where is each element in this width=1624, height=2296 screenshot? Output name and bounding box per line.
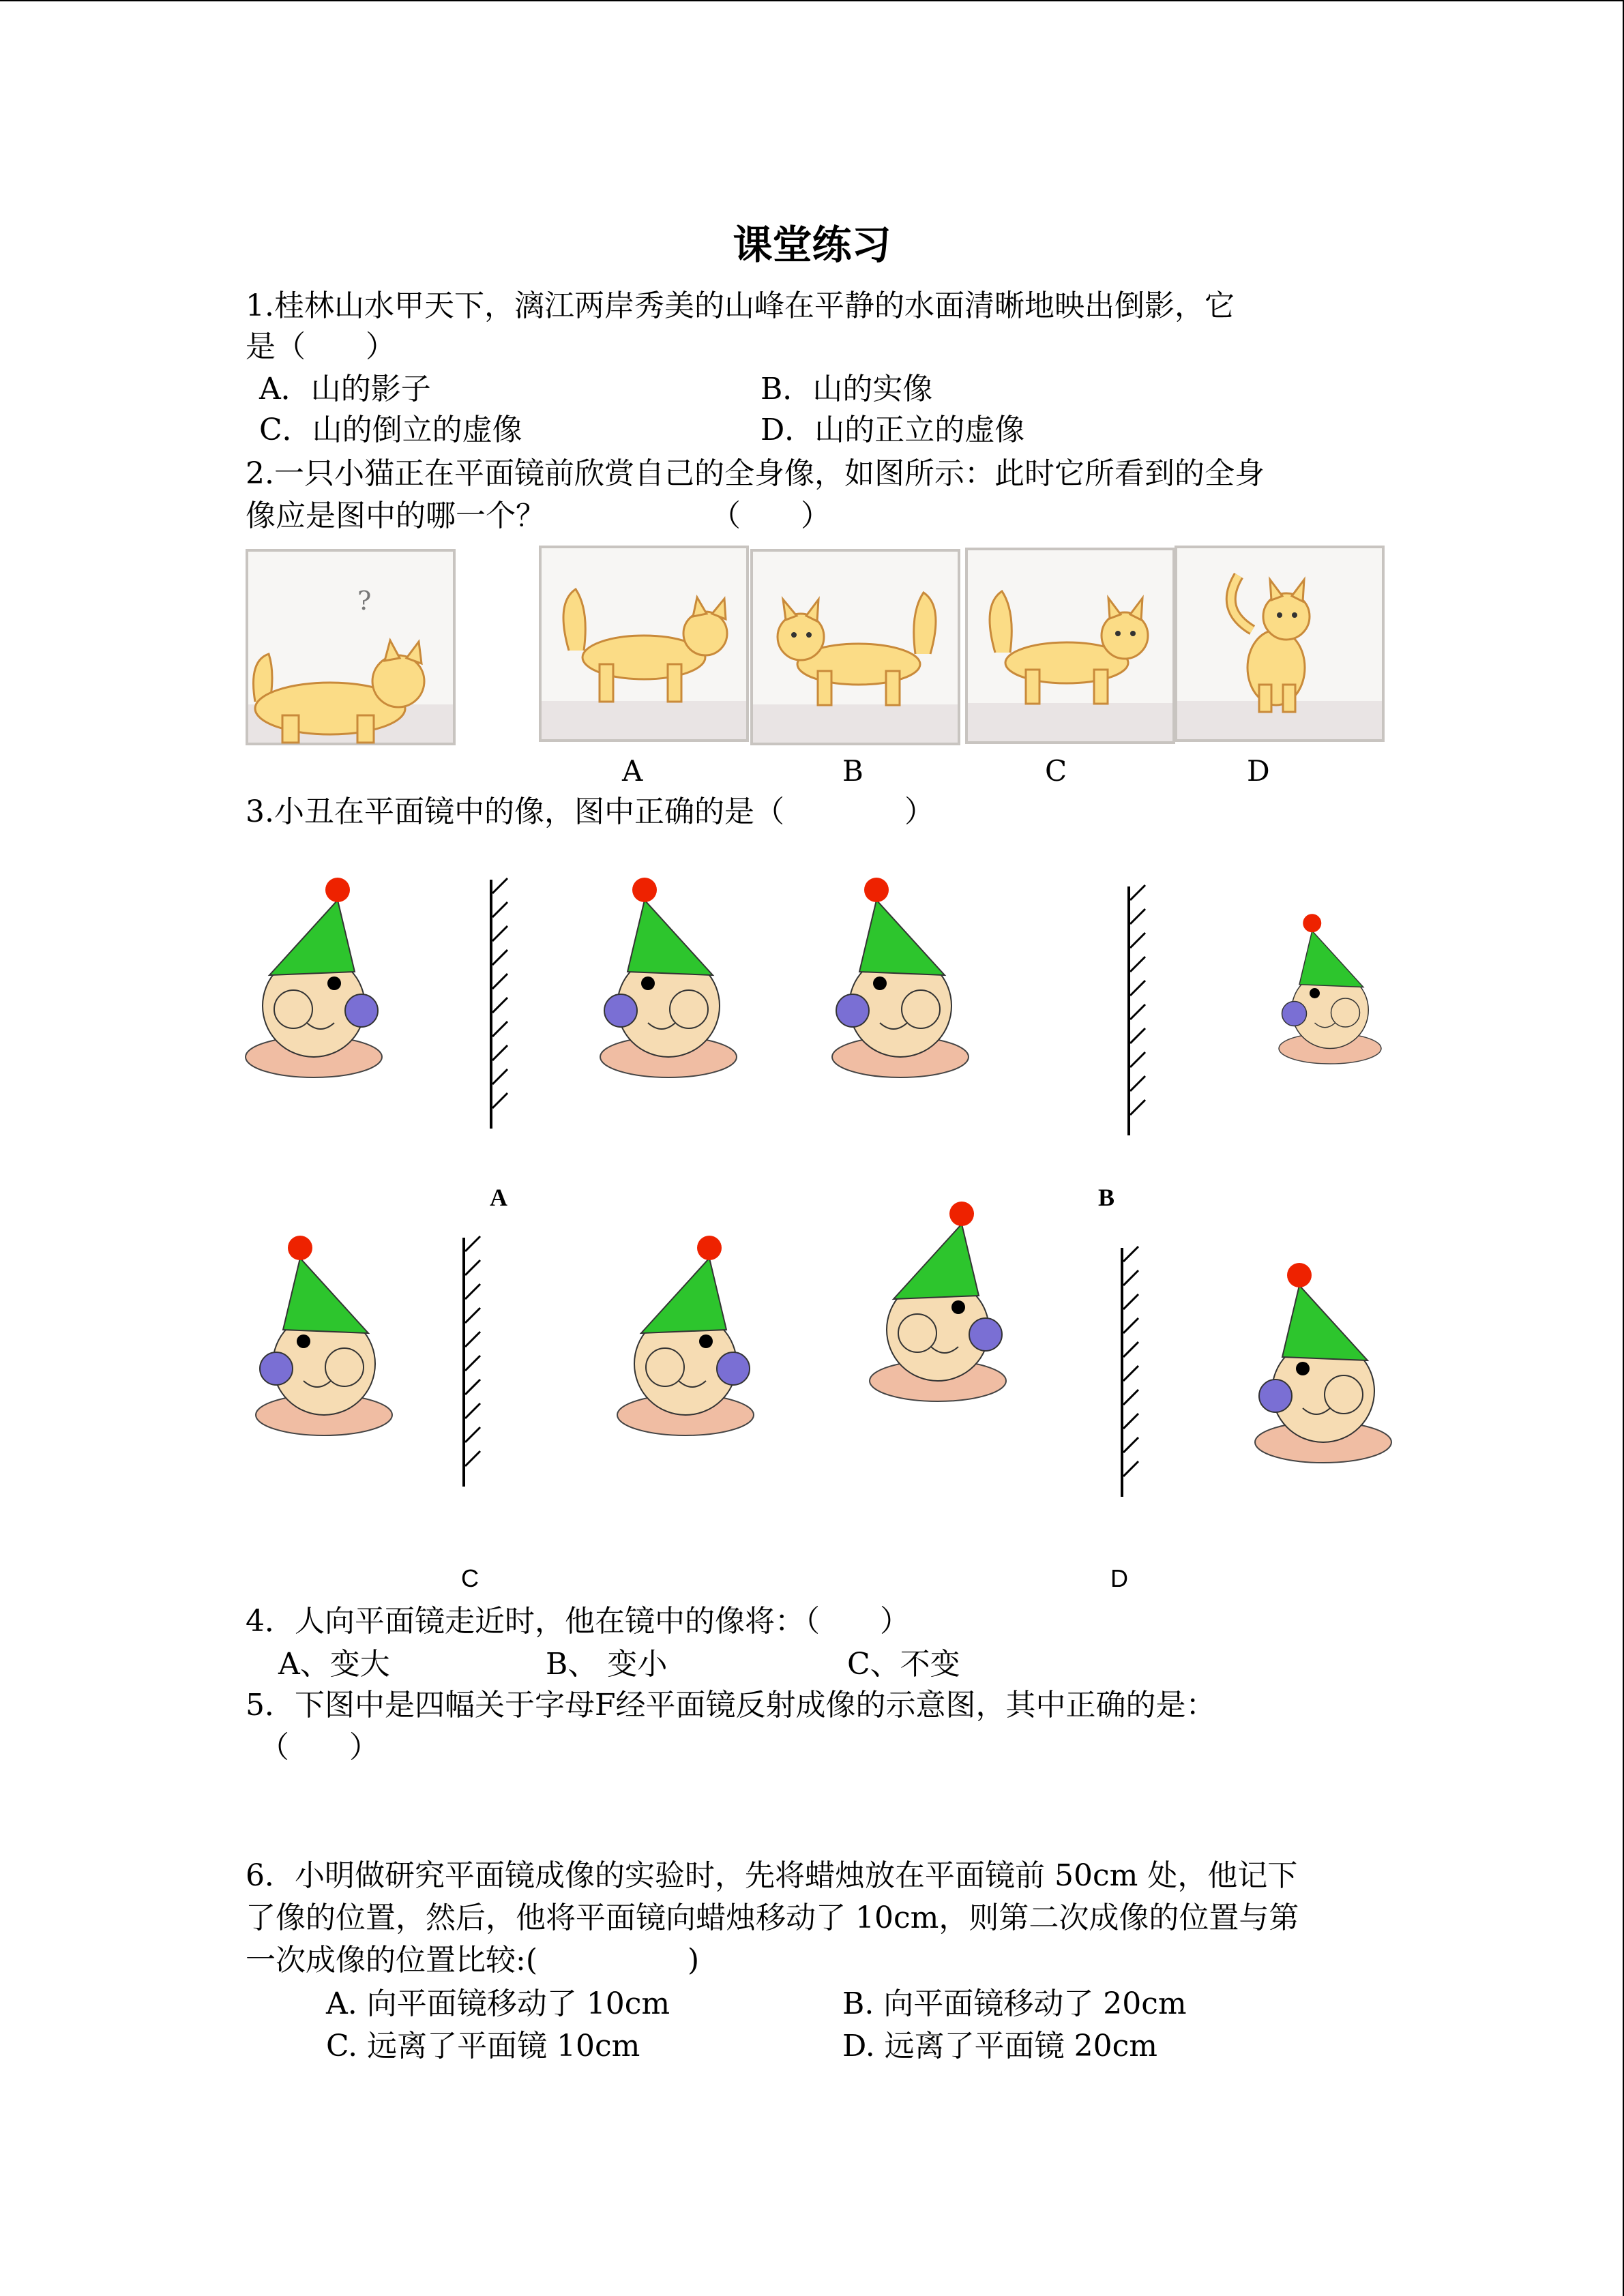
q1-line1: 1.桂林山水甲天下，漓江两岸秀美的山峰在平静的水面清晰地映出倒影，它 [246,288,1235,323]
q6-option-d: D. 远离了平面镜 20cm [842,2029,1158,2063]
cat-original-icon [248,552,453,743]
cat-option-b-panel[interactable] [750,549,960,745]
cat-option-a-panel[interactable] [539,546,749,742]
mirror-c [464,1236,480,1487]
q1-line2: 是（ ） [246,329,396,364]
q4-line1: 4．人向平面镜走近时，他在镜中的像将：（ ） [246,1604,910,1639]
cat-label-c: C [1045,754,1067,788]
q2-line1: 2.一只小猫正在平面镜前欣赏自己的全身像，如图所示：此时它所看到的全身 [246,456,1265,491]
q1-option-a: A．山的影子 [259,372,431,406]
clown-d-image [1255,1263,1391,1463]
cat-side-right-icon [542,548,746,739]
clown-mirror-figure [0,859,1624,1582]
clown-b-object [832,878,969,1077]
q6-option-b: B. 向平面镜移动了 20cm [842,1986,1187,2021]
q3-line1: 3.小丑在平面镜中的像，图中正确的是（ ） [246,794,934,829]
q6-line3: 一次成像的位置比较:( ) [246,1943,700,1978]
clown-c-object [256,1236,392,1435]
cat-front-sitting-icon [1177,548,1382,739]
cat-option-c-panel[interactable] [965,548,1175,744]
q4-option-b: B、 变小 [546,1647,668,1682]
clown-a-object [246,878,382,1077]
mirror-d [1122,1247,1138,1497]
clown-a-image [600,878,737,1077]
cat-label-a: A [622,754,643,788]
page-title: 课堂练习 [733,222,891,268]
cat-label-d: D [1247,754,1270,788]
clown-d-object [870,1202,1006,1401]
q5-line2: （ ） [259,1730,379,1765]
clown-c-image [617,1236,754,1435]
clown-label-d: D [1110,1564,1128,1592]
q1-option-b: B．山的实像 [761,372,933,406]
mirror-b [1129,885,1145,1135]
q6-line1: 6．小明做研究平面镜成像的实验时，先将蜡烛放在平面镜前 50cm 处，他记下 [246,1858,1298,1893]
clown-label-c: C [461,1564,479,1592]
cat-label-b: B [842,754,863,788]
clown-label-a: A [490,1184,507,1211]
q1-option-d: D．山的正立的虚像 [761,413,1025,447]
clown-label-b: B [1098,1184,1115,1211]
q5-line1: 5．下图中是四幅关于字母F经平面镜反射成像的示意图，其中正确的是： [246,1688,1216,1723]
q4-option-a: A、变大 [278,1647,390,1682]
cat-front-right-icon [968,550,1172,741]
q1-option-c: C．山的倒立的虚像 [259,413,522,447]
q6-option-a: A. 向平面镜移动了 10cm [326,1986,670,2021]
mirror-a [491,878,507,1129]
cat-original-panel [246,549,456,745]
q2-line2: 像应是图中的哪一个？ （ ） [246,498,831,533]
question-mark: ? [357,586,372,616]
clown-b-image [1279,914,1381,1064]
cat-front-left-icon [753,552,958,743]
q6-line2: 了像的位置，然后，他将平面镜向蜡烛移动了 10cm，则第二次成像的位置与第 [246,1900,1299,1935]
q6-option-c: C. 远离了平面镜 10cm [326,2029,640,2063]
cat-option-d-panel[interactable] [1175,546,1385,742]
q4-option-c: C、不变 [847,1647,960,1682]
